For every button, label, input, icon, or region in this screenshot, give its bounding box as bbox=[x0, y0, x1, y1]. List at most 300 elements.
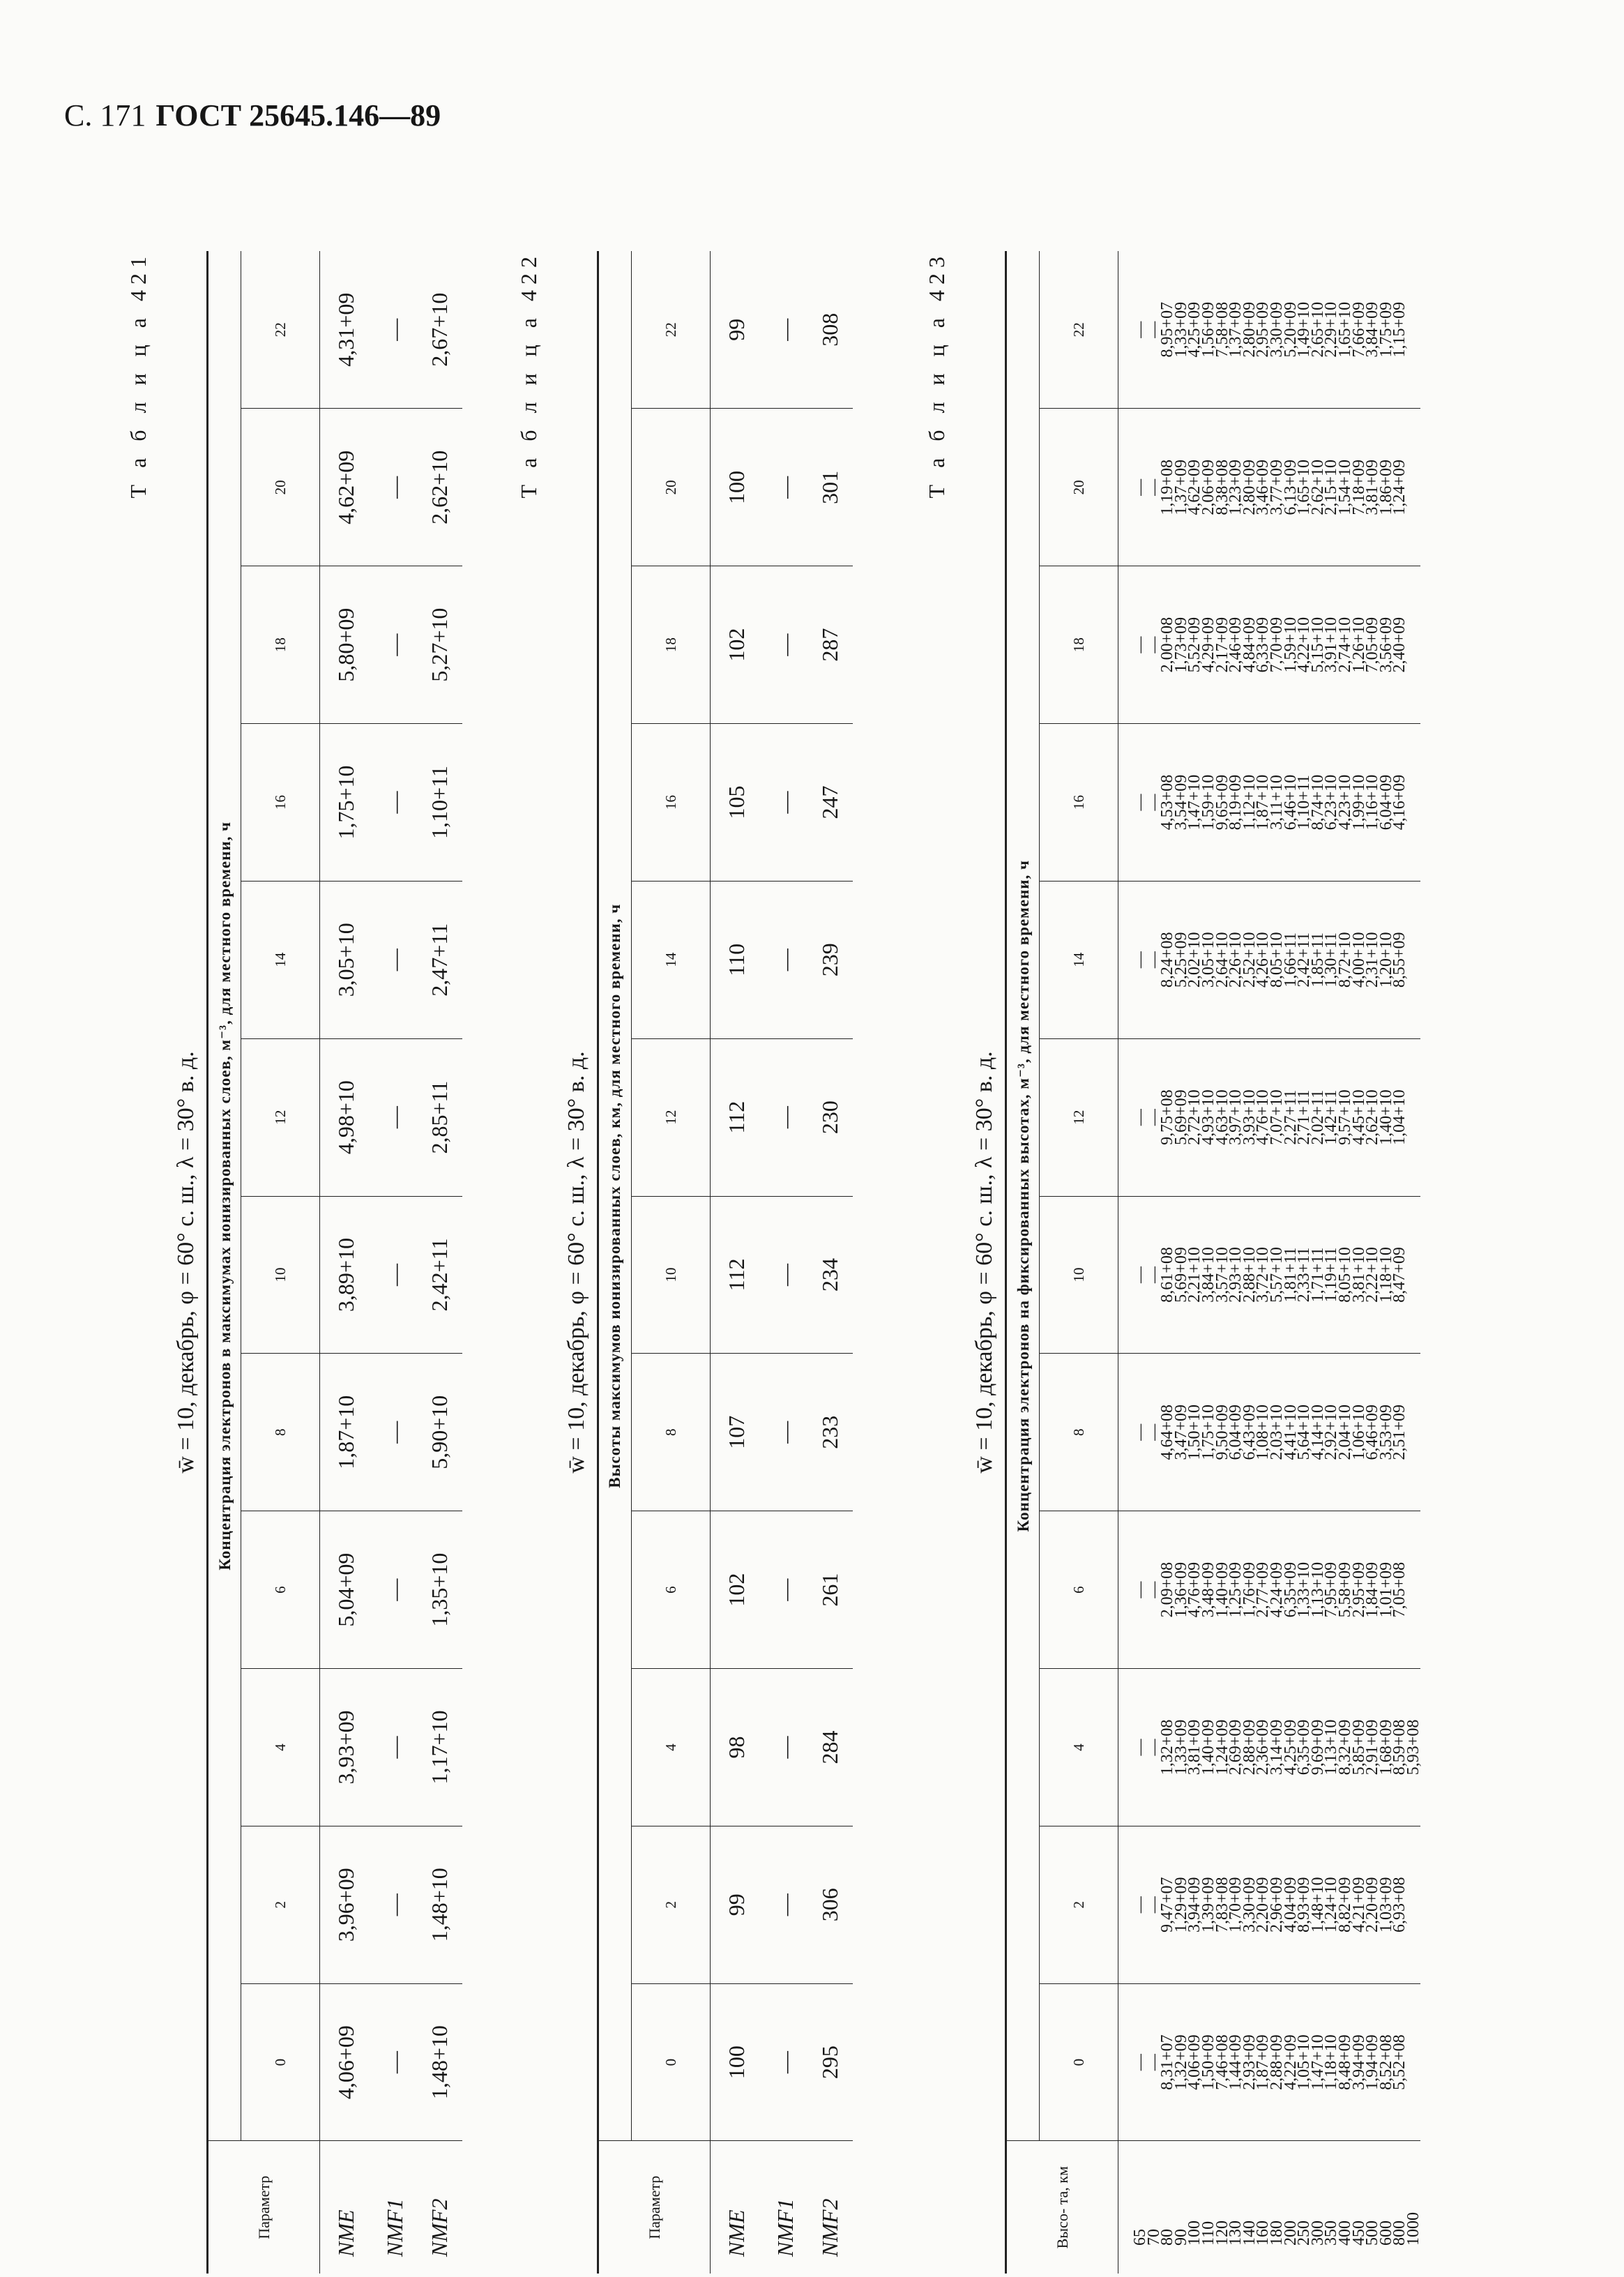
cell: 2,85+11 bbox=[418, 1038, 462, 1196]
cell bbox=[1407, 1354, 1421, 1511]
cell: — bbox=[373, 1196, 418, 1354]
cell: 1,13+10 bbox=[1312, 1511, 1326, 1669]
cell: 5,52+09 bbox=[1188, 566, 1202, 724]
time-header: 22 bbox=[241, 251, 320, 409]
table-422 bbox=[516, 251, 853, 2274]
cell: 3,30+09 bbox=[1243, 1826, 1257, 1983]
table-number: Т а б л и ц а 422 bbox=[516, 251, 541, 499]
cell: 2,40+09 bbox=[1393, 566, 1407, 724]
cell: — bbox=[1131, 321, 1149, 338]
cell: 5,52+08 bbox=[1393, 1983, 1407, 2141]
cell: 1,59+10 bbox=[1202, 724, 1216, 882]
time-header: 12 bbox=[241, 1038, 320, 1196]
cell: 1,84+09 bbox=[1366, 1511, 1380, 1669]
param-name: NME bbox=[320, 2141, 373, 2274]
cell: 1,70+09 bbox=[1229, 1826, 1243, 1983]
table-title: w̄ = 10, декабрь, φ = 60° с. ш., λ = 30° в. д. bbox=[971, 1051, 997, 1474]
cell: 8,93+09 bbox=[1298, 1826, 1312, 1983]
cell: 100 bbox=[711, 409, 764, 566]
cell: 6,23+10 bbox=[1325, 724, 1339, 882]
cell: 99 bbox=[711, 1826, 764, 1983]
cell: 2,03+10 bbox=[1270, 1354, 1284, 1511]
cell: 6,93+08 bbox=[1393, 1826, 1407, 1983]
cell: 2,92+10 bbox=[1325, 1354, 1339, 1511]
cell: 5,64+10 bbox=[1298, 1354, 1312, 1511]
cell bbox=[1407, 1983, 1421, 2141]
cell: 5,93+08 bbox=[1407, 1669, 1421, 1826]
height-cell: 140 bbox=[1243, 2141, 1257, 2274]
cell: 3,56+09 bbox=[1380, 566, 1394, 724]
cell: 1,03+09 bbox=[1380, 1826, 1394, 1983]
cell: 1,48+10 bbox=[418, 1983, 462, 2141]
cell: 1,20+10 bbox=[1380, 881, 1394, 1038]
cell: — bbox=[1118, 1826, 1148, 1983]
param-name: NME bbox=[711, 2141, 764, 2274]
cell: 2,47+11 bbox=[418, 881, 462, 1038]
cell: 1,49+10 bbox=[1295, 301, 1314, 358]
cell: — bbox=[764, 1038, 808, 1196]
table-subtitle: Концентрация электронов на фиксированных высотах, м⁻³, для местного времени, ч bbox=[1006, 251, 1040, 2141]
cell: 1,71+11 bbox=[1312, 1196, 1326, 1354]
cell: 6,46+10 bbox=[1284, 724, 1298, 882]
cell: 1,23+09 bbox=[1229, 409, 1243, 566]
cell: 3,94+09 bbox=[1188, 1826, 1202, 1983]
cell: — bbox=[764, 1669, 808, 1826]
cell: 4,45+10 bbox=[1353, 1038, 1367, 1196]
cell: 2,36+09 bbox=[1257, 1669, 1270, 1826]
cell: 3,54+09 bbox=[1175, 724, 1189, 882]
cell: 5,58+09 bbox=[1339, 1511, 1353, 1669]
cell: — bbox=[764, 881, 808, 1038]
cell: 112 bbox=[711, 1196, 764, 1354]
height-cell: 180 bbox=[1270, 2141, 1284, 2274]
cell: — bbox=[1118, 1511, 1148, 1669]
cell: — bbox=[764, 1196, 808, 1354]
cell: 7,05+09 bbox=[1366, 566, 1380, 724]
cell: 2,46+09 bbox=[1229, 566, 1243, 724]
cell: — bbox=[1118, 409, 1148, 566]
cell: 8,38+08 bbox=[1216, 409, 1230, 566]
cell: 3,53+09 bbox=[1380, 1354, 1394, 1511]
cell: 8,47+09 bbox=[1393, 1196, 1407, 1354]
cell: 1,24+10 bbox=[1325, 1826, 1339, 1983]
cell: 100 bbox=[711, 1983, 764, 2141]
cell bbox=[1407, 1826, 1421, 1983]
cell: 7,70+09 bbox=[1270, 566, 1284, 724]
cell: — bbox=[373, 1511, 418, 1669]
cell: — bbox=[1118, 1669, 1148, 1826]
cell: 4,76+09 bbox=[1188, 1511, 1202, 1669]
cell: 5,15+10 bbox=[1312, 566, 1326, 724]
time-header: 0 bbox=[1040, 1983, 1118, 2141]
cell: — bbox=[1148, 1983, 1162, 2141]
gost-code: ГОСТ 25645.146—89 bbox=[155, 98, 441, 133]
table-title: w̄ = 10, декабрь, φ = 60° с. ш., λ = 30° в. д. bbox=[173, 1051, 199, 1474]
table-body bbox=[1118, 251, 1421, 2274]
cell: 6,46+09 bbox=[1366, 1354, 1380, 1511]
cell: 233 bbox=[808, 1354, 853, 1511]
cell: 8,05+10 bbox=[1270, 881, 1284, 1038]
cell: 1,18+10 bbox=[1325, 1983, 1339, 2141]
cell: 2,09+08 bbox=[1161, 1511, 1175, 1669]
cell: 4,76+10 bbox=[1257, 1038, 1270, 1196]
cell: 1,19+11 bbox=[1325, 1196, 1339, 1354]
cell: 3,94+09 bbox=[1353, 1983, 1367, 2141]
cell: 1,94+09 bbox=[1366, 1983, 1380, 2141]
cell: 7,07+10 bbox=[1270, 1038, 1284, 1196]
height-cell: 450 bbox=[1353, 2141, 1367, 2274]
cell: 8,48+09 bbox=[1339, 1983, 1353, 2141]
cell: — bbox=[373, 409, 418, 566]
time-header-row bbox=[632, 251, 711, 2274]
cell: 3,47+09 bbox=[1175, 1354, 1189, 1511]
cell: 9,50+09 bbox=[1216, 1354, 1230, 1511]
cell: 4,00+10 bbox=[1353, 881, 1367, 1038]
cell: — bbox=[1118, 566, 1148, 724]
cell: 4,14+10 bbox=[1312, 1354, 1326, 1511]
cell: 2,21+10 bbox=[1188, 1196, 1202, 1354]
cell: 8,31+07 bbox=[1161, 1983, 1175, 2141]
cell: 1,54+10 bbox=[1339, 409, 1353, 566]
time-header: 18 bbox=[241, 566, 320, 724]
cell: 1,85+11 bbox=[1312, 881, 1326, 1038]
cell: 5,90+10 bbox=[418, 1354, 462, 1511]
table-row bbox=[418, 251, 462, 2274]
cell bbox=[1407, 1038, 1421, 1196]
cell: 1,25+09 bbox=[1229, 1511, 1243, 1669]
table-subtitle: Концентрация электронов в максимумах ионизированных слоев, м⁻³, для местного времени, ч bbox=[208, 251, 241, 2141]
page-number: С. 171 bbox=[64, 98, 146, 133]
cell: 102 bbox=[711, 566, 764, 724]
cell: 105 bbox=[711, 724, 764, 882]
cell: 4,06+09 bbox=[1188, 1983, 1202, 2141]
cell: 1,33+09 bbox=[1171, 301, 1190, 358]
cell: 2,00+08 bbox=[1161, 566, 1175, 724]
cell: 284 bbox=[808, 1669, 853, 1826]
cell: — bbox=[373, 1983, 418, 2141]
cell: 1,87+10 bbox=[320, 1354, 373, 1511]
cell: 1,75+10 bbox=[1202, 1354, 1216, 1511]
cell: 2,67+10 bbox=[427, 292, 452, 367]
cell: 7,83+08 bbox=[1216, 1826, 1230, 1983]
time-header: 4 bbox=[241, 1669, 320, 1826]
cell: 2,62+10 bbox=[418, 409, 462, 566]
cell: 2,95+09 bbox=[1254, 301, 1273, 358]
cell: — bbox=[764, 1354, 808, 1511]
cell: 1,32+09 bbox=[1175, 1983, 1189, 2141]
cell: 4,62+09 bbox=[1188, 409, 1202, 566]
cell: 4,23+10 bbox=[1339, 724, 1353, 882]
cell: 1,40+09 bbox=[1216, 1511, 1230, 1669]
cell: 1,10+11 bbox=[1298, 724, 1312, 882]
cell: 6,33+09 bbox=[1257, 566, 1270, 724]
cell: 5,69+09 bbox=[1175, 1196, 1189, 1354]
cell: 5,25+09 bbox=[1175, 881, 1189, 1038]
time-header: 20 bbox=[241, 409, 320, 566]
time-header: 16 bbox=[1040, 724, 1118, 882]
cell: 287 bbox=[808, 566, 853, 724]
time-header: 8 bbox=[241, 1354, 320, 1511]
data-table bbox=[597, 251, 853, 2274]
cell: 306 bbox=[808, 1826, 853, 1983]
cell bbox=[1407, 724, 1421, 882]
time-header: 10 bbox=[1040, 1196, 1118, 1354]
cell: 3,97+10 bbox=[1229, 1038, 1243, 1196]
cell: 1,17+10 bbox=[418, 1669, 462, 1826]
height-cell: 250 bbox=[1298, 2141, 1312, 2274]
table-row bbox=[1118, 251, 1148, 2274]
cell: 8,24+08 bbox=[1161, 881, 1175, 1038]
cell: 2,91+09 bbox=[1366, 1669, 1380, 1826]
cell: 1,59+10 bbox=[1284, 566, 1298, 724]
cell: 3,81+09 bbox=[1188, 1669, 1202, 1826]
cell: 1,10+11 bbox=[418, 724, 462, 882]
cell: 2,22+10 bbox=[1366, 1196, 1380, 1354]
rotated-page-content bbox=[105, 167, 1555, 2274]
cell: — bbox=[1148, 1826, 1162, 1983]
height-cell: 400 bbox=[1339, 2141, 1353, 2274]
time-header-row bbox=[241, 251, 320, 2274]
cell: 247 bbox=[808, 724, 853, 882]
cell: 234 bbox=[808, 1196, 853, 1354]
cell: 8,19+09 bbox=[1229, 724, 1243, 882]
cell: 1,75+10 bbox=[320, 724, 373, 882]
cell: 1,33+09 bbox=[1175, 1669, 1189, 1826]
cell: 6,43+09 bbox=[1243, 1354, 1257, 1511]
cell: — bbox=[1148, 566, 1162, 724]
cell: — bbox=[1148, 881, 1162, 1038]
cell: 1,24+09 bbox=[1216, 1669, 1230, 1826]
cell: 4,16+09 bbox=[1393, 724, 1407, 882]
cell: 3,57+10 bbox=[1216, 1196, 1230, 1354]
height-cell: 200 bbox=[1284, 2141, 1298, 2274]
cell: 99 bbox=[724, 318, 750, 341]
cell: 2,77+09 bbox=[1257, 1511, 1270, 1669]
cell: 5,20+09 bbox=[1281, 301, 1300, 358]
cell: 8,55+09 bbox=[1393, 881, 1407, 1038]
cell: — bbox=[1118, 1038, 1148, 1196]
cell: 110 bbox=[711, 881, 764, 1038]
table-number: Т а б л и ц а 421 bbox=[126, 251, 151, 499]
cell: 2,20+09 bbox=[1366, 1826, 1380, 1983]
cell: 8,74+10 bbox=[1312, 724, 1326, 882]
cell: 1,12+10 bbox=[1243, 724, 1257, 882]
cell: 2,17+09 bbox=[1216, 566, 1230, 724]
cell: 1,39+09 bbox=[1202, 1826, 1216, 1983]
cell: 1,99+10 bbox=[1353, 724, 1367, 882]
cell: 261 bbox=[808, 1511, 853, 1669]
cell: 5,57+10 bbox=[1270, 1196, 1284, 1354]
cell: 5,80+09 bbox=[320, 566, 373, 724]
cell: 107 bbox=[711, 1354, 764, 1511]
table-row bbox=[764, 251, 808, 2274]
cell: 2,80+09 bbox=[1243, 409, 1257, 566]
cell: 98 bbox=[711, 1669, 764, 1826]
cell: 3,11+10 bbox=[1270, 724, 1284, 882]
cell: 5,04+09 bbox=[320, 1511, 373, 1669]
table-number: Т а б л и ц а 423 bbox=[924, 251, 949, 499]
cell: 7,46+08 bbox=[1216, 1983, 1230, 2141]
cell: 1,16+10 bbox=[1366, 724, 1380, 882]
cell: 112 bbox=[711, 1038, 764, 1196]
cell: 3,81+09 bbox=[1366, 409, 1380, 566]
cell: 2,62+10 bbox=[1312, 409, 1326, 566]
cell: — bbox=[1118, 724, 1148, 882]
cell: — bbox=[1148, 724, 1162, 882]
table-421 bbox=[126, 251, 462, 2274]
height-header: Высо- та, км bbox=[1006, 2141, 1118, 2274]
cell: 4,98+10 bbox=[320, 1038, 373, 1196]
time-header: 14 bbox=[632, 881, 711, 1038]
cell: 3,77+09 bbox=[1270, 409, 1284, 566]
cell: — bbox=[764, 409, 808, 566]
cell: 2,02+11 bbox=[1312, 1038, 1326, 1196]
height-cell: 80 bbox=[1161, 2141, 1175, 2274]
cell: — bbox=[373, 1826, 418, 1983]
cell: 8,95+07 bbox=[1158, 301, 1177, 358]
cell: 239 bbox=[808, 881, 853, 1038]
time-header: 10 bbox=[632, 1196, 711, 1354]
cell: 1,42+11 bbox=[1325, 1038, 1339, 1196]
table-subtitle: Высоты максимумов ионизированных слоев, км, для местного времени, ч bbox=[598, 251, 632, 2141]
cell: — bbox=[373, 1038, 418, 1196]
time-header: 2 bbox=[632, 1826, 711, 1983]
cell: 3,46+09 bbox=[1257, 409, 1270, 566]
cell: 1,66+11 bbox=[1284, 881, 1298, 1038]
time-header: 6 bbox=[632, 1511, 711, 1669]
time-header: 2 bbox=[241, 1826, 320, 1983]
cell: 1,35+10 bbox=[418, 1511, 462, 1669]
cell: 9,75+08 bbox=[1161, 1038, 1175, 1196]
cell: — bbox=[1148, 1354, 1162, 1511]
cell: 9,65+09 bbox=[1216, 724, 1230, 882]
cell: — bbox=[1118, 881, 1148, 1038]
cell: 1,65+10 bbox=[1335, 301, 1354, 358]
cell: 1,56+09 bbox=[1199, 301, 1217, 358]
cell: 2,72+10 bbox=[1188, 1038, 1202, 1196]
cell: 2,93+10 bbox=[1229, 1196, 1243, 1354]
cell: — bbox=[373, 724, 418, 882]
cell: — bbox=[382, 318, 407, 341]
height-cell: 90 bbox=[1175, 2141, 1189, 2274]
cell: 3,84+09 bbox=[1363, 301, 1382, 358]
cell: 1,04+10 bbox=[1393, 1038, 1407, 1196]
cell: 230 bbox=[808, 1038, 853, 1196]
cell: 4,26+10 bbox=[1257, 881, 1270, 1038]
cell: 4,22+10 bbox=[1298, 566, 1312, 724]
cell: — bbox=[1148, 1196, 1162, 1354]
cell: 1,36+09 bbox=[1175, 1511, 1189, 1669]
time-header: 22 bbox=[632, 251, 711, 409]
cell bbox=[1407, 881, 1421, 1038]
cell: — bbox=[764, 1983, 808, 2141]
cell: 2,93+09 bbox=[1243, 1983, 1257, 2141]
table-row bbox=[320, 251, 373, 2274]
time-header: 6 bbox=[241, 1511, 320, 1669]
cell: 8,72+10 bbox=[1339, 881, 1353, 1038]
cell: 8,05+10 bbox=[1339, 1196, 1353, 1354]
cell: 3,89+10 bbox=[320, 1196, 373, 1354]
time-header: 22 bbox=[1040, 251, 1118, 409]
cell: 2,71+11 bbox=[1298, 1038, 1312, 1196]
cell: 1,44+09 bbox=[1229, 1983, 1243, 2141]
cell: 1,24+09 bbox=[1393, 409, 1407, 566]
param-name: NMF2 bbox=[418, 2141, 462, 2274]
cell: 3,05+10 bbox=[320, 881, 373, 1038]
cell: — bbox=[1148, 1669, 1162, 1826]
cell: 301 bbox=[808, 409, 853, 566]
cell: 2,64+10 bbox=[1216, 881, 1230, 1038]
time-header: 18 bbox=[632, 566, 711, 724]
cell: 1,50+09 bbox=[1202, 1983, 1216, 2141]
cell: 1,08+10 bbox=[1257, 1354, 1270, 1511]
cell: 1,76+09 bbox=[1243, 1511, 1257, 1669]
param-header: Параметр bbox=[208, 2141, 320, 2274]
param-header: Параметр bbox=[598, 2141, 711, 2274]
cell: 4,62+09 bbox=[320, 409, 373, 566]
cell: 1,40+10 bbox=[1380, 1038, 1394, 1196]
time-header: 8 bbox=[632, 1354, 711, 1511]
cell: 1,01+09 bbox=[1380, 1511, 1394, 1669]
cell: 2,88+09 bbox=[1270, 1983, 1284, 2141]
height-cell: 100 bbox=[1188, 2141, 1202, 2274]
cell: 1,87+10 bbox=[1257, 724, 1270, 882]
time-header: 4 bbox=[632, 1669, 711, 1826]
cell: 3,72+10 bbox=[1257, 1196, 1270, 1354]
cell: 8,32+09 bbox=[1339, 1669, 1353, 1826]
cell: 6,04+09 bbox=[1380, 724, 1394, 882]
cell: 6,04+09 bbox=[1229, 1354, 1243, 1511]
cell: — bbox=[1118, 1983, 1148, 2141]
cell: 1,32+08 bbox=[1161, 1669, 1175, 1826]
cell: 4,04+09 bbox=[1284, 1826, 1298, 1983]
cell: 9,47+07 bbox=[1161, 1826, 1175, 1983]
cell: 1,40+09 bbox=[1202, 1669, 1216, 1826]
cell: 1,19+08 bbox=[1161, 409, 1175, 566]
cell: 2,31+10 bbox=[1366, 881, 1380, 1038]
cell: 4,31+09 bbox=[333, 292, 359, 367]
cell: 1,73+09 bbox=[1175, 566, 1189, 724]
height-cell: 300 bbox=[1312, 2141, 1326, 2274]
cell: — bbox=[1148, 1511, 1162, 1669]
cell: 8,82+09 bbox=[1339, 1826, 1353, 1983]
cell: 4,25+09 bbox=[1185, 301, 1204, 358]
cell: 2,26+10 bbox=[1229, 881, 1243, 1038]
cell: 9,57+10 bbox=[1339, 1038, 1353, 1196]
cell: 1,15+09 bbox=[1390, 301, 1409, 358]
cell: 1,05+10 bbox=[1298, 1983, 1312, 2141]
cell: 1,75+09 bbox=[1376, 301, 1395, 358]
cell: 1,29+09 bbox=[1175, 1826, 1189, 1983]
cell: 1,37+09 bbox=[1227, 301, 1245, 358]
data-table bbox=[1005, 251, 1420, 2274]
time-header: 2 bbox=[1040, 1826, 1118, 1983]
cell: 2,65+10 bbox=[1308, 301, 1327, 358]
cell: 2,69+09 bbox=[1229, 1669, 1243, 1826]
time-header: 4 bbox=[1040, 1669, 1118, 1826]
cell: 2,80+09 bbox=[1240, 301, 1259, 358]
cell: 8,61+08 bbox=[1161, 1196, 1175, 1354]
cell: 5,27+10 bbox=[418, 566, 462, 724]
table-row bbox=[373, 251, 418, 2274]
cell: 1,26+10 bbox=[1353, 566, 1367, 724]
height-cell: 160 bbox=[1257, 2141, 1270, 2274]
cell: 2,74+10 bbox=[1339, 566, 1353, 724]
cell: 1,30+11 bbox=[1325, 881, 1339, 1038]
cell: 1,06+10 bbox=[1353, 1354, 1367, 1511]
cell: 3,91+10 bbox=[1325, 566, 1339, 724]
cell: 2,42+11 bbox=[1298, 881, 1312, 1038]
